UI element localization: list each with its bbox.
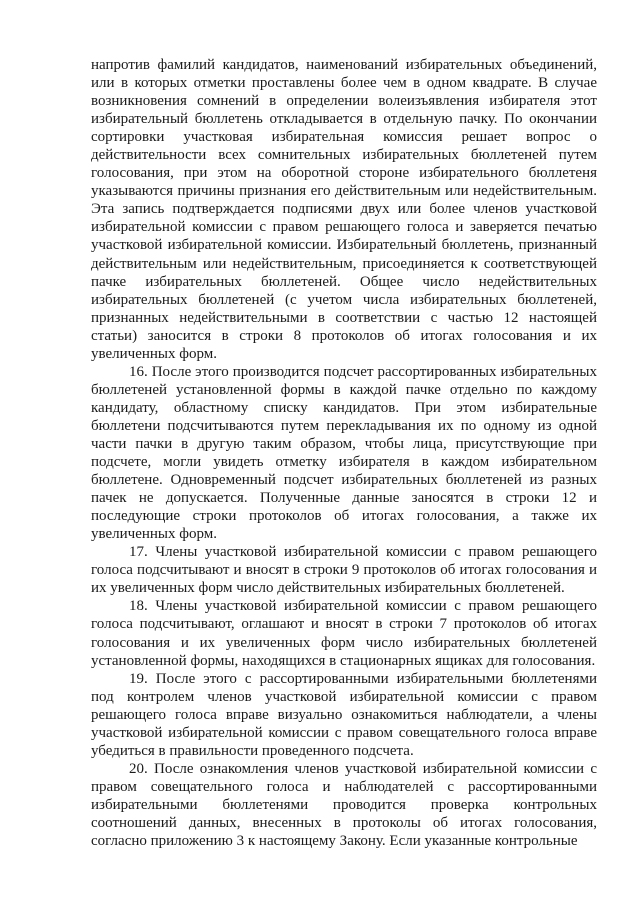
paragraph-18: 18. Члены участковой избирательной комиссии с правом решающего голоса подсчитывают, оглашают и вносят в строки 7 протоколов об итогах голосования и их увеличенных форм число избирательных бюллетеней установленной формы, находящихся в стационарных ящиках для голосования. (91, 598, 597, 669)
paragraph-20: 20. После ознакомления членов участковой избирательной комиссии с правом совещательного голоса и наблюдателей с рассортированными избирательными бюллетенями проводится проверка контрольных соотношений данных, внесенных в протоколы об итогах голосования, согласно приложению 3 к настоящему Закону. Если указанные контрольные (91, 760, 597, 850)
paragraph-continuation: напротив фамилий кандидатов, наименований избирательных объединений, или в которых отметки проставлены более чем в одном квадрате. В случае возникновения сомнений в определении волеизъявления избирателя этот избирательный бюллетень откладывается в отдельную пачку. По окончании сортировки участковая избирательная комиссия решает вопрос о действительности всех сомнительных избирательных бюллетеней путем голосования, при этом на оборотной стороне избирательного бюллетеня указываются причины признания его действительным или недействительным. Эта запись подтверждается подписями двух или более членов участковой избирательной комиссии с правом решающего голоса и заверяется печатью участковой избирательной комиссии. Избирательный бюллетень, признанный действительным или недействительным, присоединяется к соответствующей пачке избирательных бюллетеней. Общее число недействительных избирательных бюллетеней (с учетом числа избирательных бюллетеней, признанных недействительными в соответствии с частью 12 настоящей статьи) заносится в строки 8 протоколов об итогах голосования и их увеличенных форм. (91, 57, 597, 362)
paragraph-16: 16. После этого производится подсчет рассортированных избирательных бюллетеней установленной формы в каждой пачке отдельно по каждому кандидату, областному списку кандидатов. При этом избирательные бюллетени подсчитываются путем перекладывания их по одному из одной части пачки в другую таким образом, чтобы лица, присутствующие при подсчете, могли увидеть отметку избирателя в каждом избирательном бюллетене. Одновременный подсчет избирательных бюллетеней из разных пачек не допускается. Полученные данные заносятся в строки 12 и последующие строки протоколов об итогах голосования, а также их увеличенных форм. (91, 363, 597, 543)
paragraph-17: 17. Члены участковой избирательной комиссии с правом решающего голоса подсчитывают и вносят в строки 9 протоколов об итогах голосования и их увеличенных форм число действительных избирательных бюллетеней. (91, 544, 597, 597)
document-body (91, 56, 597, 850)
paragraph-19: 19. После этого с рассортированными избирательными бюллетенями под контролем членов участковой избирательной комиссии с правом решающего голоса вправе визуально ознакомиться наблюдатели, а члены участковой избирательной комиссии с правом совещательного голоса вправе убедиться в правильности проведенного подсчета. (91, 670, 597, 759)
